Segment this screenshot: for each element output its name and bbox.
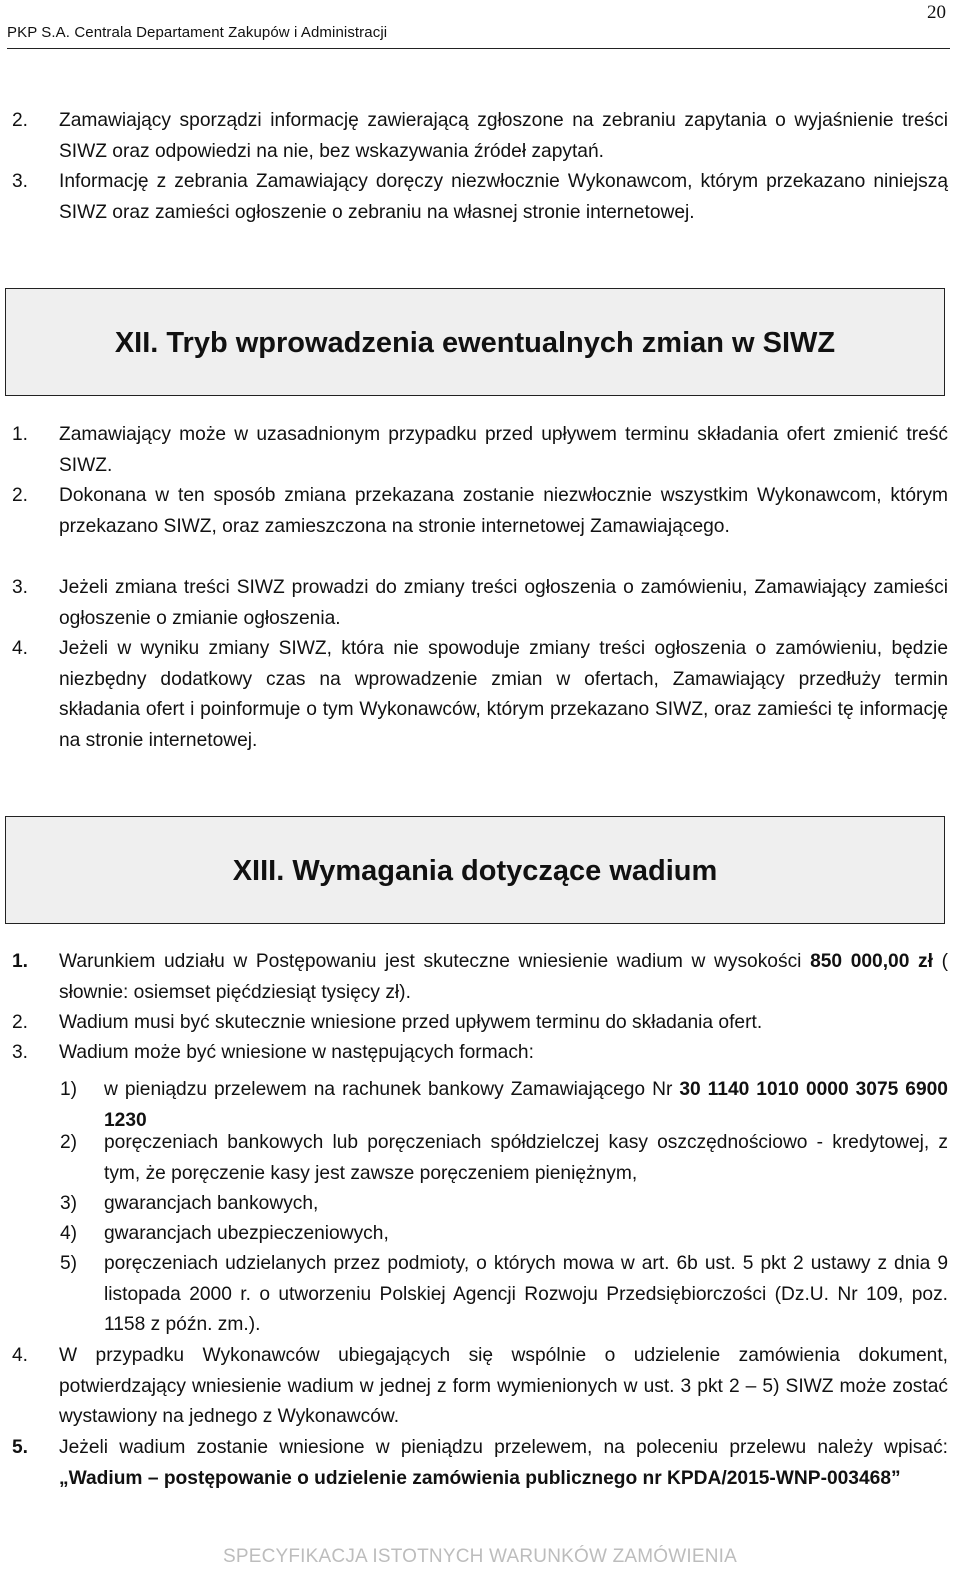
sub-list-item	[60, 1249, 948, 1341]
item-number: 4.	[12, 1345, 29, 1366]
item-text: Jeżeli zmiana treści SIWZ prowadzi do zmiany treści ogłoszenia o zamówieniu, Zamawiający zamieści ogłoszenie o zmianie ogłoszenia.	[59, 577, 948, 629]
sub-item-text: w pieniądzu przelewem na rachunek bankowy Zamawiającego Nr 30 1140 1010 0000 3075 6900 1230	[104, 1079, 948, 1131]
sub-item-number: 1)	[60, 1079, 78, 1100]
list-item	[12, 1008, 948, 1039]
list-item	[12, 106, 948, 167]
item-text: W przypadku Wykonawców ubiegających się wspólnie o udzielenie zamówienia dokument, potwierdzający wniesienie wadium w jednej z form wymienionych w ust. 3 pkt 2 – 5) SIWZ może zostać wystawiony na jednego z Wykonawców.	[59, 1345, 948, 1427]
page-number: 20	[927, 2, 946, 23]
list-item	[12, 573, 948, 634]
sub-list-item	[60, 1075, 948, 1136]
sub-list-item	[60, 1189, 948, 1220]
sub-list-item	[60, 1219, 948, 1250]
bank-account-number: 30 1140 1010 0000 3075 6900 1230	[104, 1079, 948, 1131]
item-text: Wadium musi być skutecznie wniesione przed upływem terminu do składania ofert.	[59, 1012, 763, 1033]
section-title: XII. Tryb wprowadzenia ewentualnych zmian w SIWZ	[114, 327, 836, 359]
sub-item-text: poręczeniach udzielanych przez podmioty, o których mowa w art. 6b ust. 5 pkt 2 ustawy z dnia 9 listopada 2000 r. o utworzeniu Polskiej Agencji Rozwoju Przedsiębiorczości (Dz.U. Nr 109, poz. 1158 z późn. zm.).	[104, 1253, 948, 1335]
item-number: 5.	[12, 1437, 29, 1458]
section-header-box	[5, 288, 945, 396]
item-text: Dokonana w ten sposób zmiana przekazana zostanie niezwłocznie wszystkim Wykonawcom, którym przekazano SIWZ, oraz zamieszczona na stronie internetowej Zamawiającego.	[59, 485, 948, 537]
wadium-amount: 850 000,00 zł	[810, 951, 933, 972]
item-number: 2.	[12, 1012, 29, 1033]
item-text: Jeżeli w wyniku zmiany SIWZ, która nie spowoduje zmiany treści ogłoszenia o zamówieniu, będzie niezbędny dodatkowy czas na wprowadzenie zmian w ofertach, Zamawiający przedłuży termin składania ofert i poinformuje o tym Wykonawców, którym przekazano SIWZ, oraz zamieści tę informację na stronie internetowej.	[59, 638, 948, 751]
list-item	[12, 167, 948, 228]
sub-item-number: 5)	[60, 1253, 78, 1274]
sub-item-number: 3)	[60, 1193, 78, 1214]
item-number: 3.	[12, 171, 29, 192]
item-number: 4.	[12, 638, 29, 659]
sub-item-text: poręczeniach bankowych lub poręczeniach spółdzielczej kasy oszczędnościowo - kredytowej, z tym, że poręczenie kasy jest zawsze poręczeniem pieniężnym,	[104, 1132, 948, 1184]
list-item	[12, 947, 948, 1008]
sub-list-item	[60, 1128, 948, 1189]
transfer-title: „Wadium – postępowanie o udzielenie zamówienia publicznego nr KPDA/2015-WNP-003468”	[59, 1467, 901, 1489]
sub-item-text: gwarancjach ubezpieczeniowych,	[104, 1223, 389, 1244]
sub-item-text: gwarancjach bankowych,	[104, 1193, 319, 1214]
header-organization: PKP S.A. Centrala Departament Zakupów i Administracji	[7, 24, 388, 41]
header-divider	[7, 48, 950, 49]
list-item	[12, 1038, 948, 1069]
item-number: 3.	[12, 577, 29, 598]
item-number: 3.	[12, 1042, 29, 1063]
item-number: 1.	[12, 424, 29, 445]
list-item	[12, 1433, 948, 1494]
list-item	[12, 481, 948, 542]
item-text: Zamawiający może w uzasadnionym przypadku przed upływem terminu składania ofert zmienić treść SIWZ.	[59, 424, 948, 476]
item-text: Warunkiem udziału w Postępowaniu jest skuteczne wniesienie wadium w wysokości 850 000,00 zł ( słownie: osiemset pięćdziesiąt tysięcy zł).	[59, 951, 948, 1003]
sub-item-number: 2)	[60, 1132, 78, 1153]
item-text: Jeżeli wadium zostanie wniesione w pieniądzu przelewem, na poleceniu przelewu należy wpisać: „Wadium – postępowanie o udzielenie zamówienia publicznego nr KPDA/2015-WNP-003468”	[59, 1437, 948, 1489]
item-number: 1.	[12, 951, 29, 972]
item-text: Wadium może być wniesione w następujących formach:	[59, 1042, 534, 1063]
sub-item-number: 4)	[60, 1223, 78, 1244]
footer-watermark: SPECYFIKACJA ISTOTNYCH WARUNKÓW ZAMÓWIENIA	[222, 1546, 738, 1567]
item-number: 2.	[12, 110, 29, 131]
section-title: XIII. Wymagania dotyczące wadium	[232, 855, 718, 887]
item-text: Informację z zebrania Zamawiający doręczy niezwłocznie Wykonawcom, którym przekazano niniejszą SIWZ oraz zamieści ogłoszenie o zebraniu na własnej stronie internetowej.	[59, 171, 948, 223]
list-item	[12, 420, 948, 481]
item-number: 2.	[12, 485, 29, 506]
item-text: Zamawiający sporządzi informację zawierającą zgłoszone na zebraniu zapytania o wyjaśnienie treści SIWZ oraz odpowiedzi na nie, bez wskazywania źródeł zapytań.	[59, 110, 948, 162]
list-item	[12, 634, 948, 756]
list-item	[12, 1341, 948, 1433]
section-header-box	[5, 816, 945, 924]
